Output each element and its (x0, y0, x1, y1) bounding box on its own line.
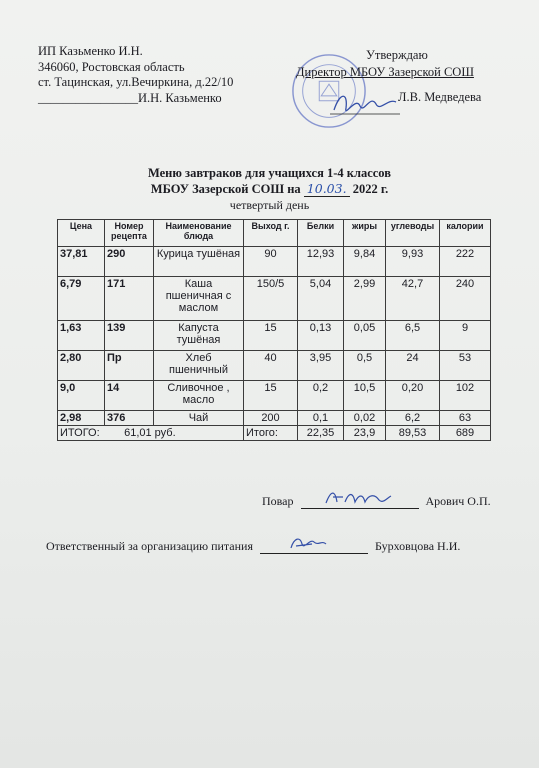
total-label: ИТОГО: (60, 427, 100, 439)
cell-carbs: 24 (386, 351, 440, 381)
cook-label: Повар (262, 494, 294, 508)
cell-price: 2,98 (58, 411, 105, 426)
cell-recipe: 171 (105, 277, 154, 321)
table-row (58, 381, 491, 411)
cell-yield: 150/5 (244, 277, 298, 321)
menu-date: 10.03. (304, 181, 350, 197)
cell-price: 37,81 (58, 247, 105, 277)
cell-fat: 0,05 (344, 321, 386, 351)
responsible-name: Бурховцова Н.И. (375, 539, 461, 553)
cook-signature-row (262, 494, 491, 509)
cook-name: Арович О.П. (425, 494, 491, 508)
cell-protein: 12,93 (298, 247, 344, 277)
table-row (58, 277, 491, 321)
cell-carbs: 0,20 (386, 381, 440, 411)
cell-recipe: 376 (105, 411, 154, 426)
cell-kcal: 240 (440, 277, 491, 321)
cell-protein: 0,2 (298, 381, 344, 411)
cell-dish: Хлеб пшеничный (154, 351, 244, 381)
cell-recipe: 139 (105, 321, 154, 351)
org-name: ИП Казьменко И.Н. (38, 44, 143, 58)
cell-fat: 0,5 (344, 351, 386, 381)
cell-dish: Чай (154, 411, 244, 426)
cell-carbs: 9,93 (386, 247, 440, 277)
cell-fat: 2,99 (344, 277, 386, 321)
cell-dish: Каша пшеничная с маслом (154, 277, 244, 321)
director-title: Директор МБОУ Зазерской СОШ (296, 65, 474, 79)
cell-recipe: Пр (105, 351, 154, 381)
cell-yield: 40 (244, 351, 298, 381)
cell-yield: 15 (244, 321, 298, 351)
approve-label: Утверждаю (366, 48, 428, 62)
cell-kcal: 102 (440, 381, 491, 411)
responsible-signature-row (46, 539, 460, 554)
cell-dish: Капуста тушёная (154, 321, 244, 351)
responsible-signature-icon (288, 534, 328, 554)
cell-price: 6,79 (58, 277, 105, 321)
col-protein: Белки (298, 220, 344, 247)
menu-table (57, 219, 491, 441)
director-signature-icon (330, 88, 400, 120)
total-protein: 22,35 (298, 426, 344, 441)
responsible-label: Ответственный за организацию питания (46, 539, 253, 553)
table-total-row (58, 426, 491, 441)
col-recipe: Номер рецепта (105, 220, 154, 247)
organization-header (38, 44, 233, 106)
col-carbs: углеводы (386, 220, 440, 247)
cell-price: 2,80 (58, 351, 105, 381)
cell-carbs: 6,5 (386, 321, 440, 351)
table-row (58, 351, 491, 381)
cell-kcal: 9 (440, 321, 491, 351)
cell-yield: 90 (244, 247, 298, 277)
col-dish: Наименование блюда (154, 220, 244, 247)
org-signature-line: ________________И.Н. Казьменко (38, 90, 222, 105)
cell-kcal: 53 (440, 351, 491, 381)
total-label-2: Итого: (244, 426, 298, 441)
cell-dish: Сливочное , масло (154, 381, 244, 411)
total-carbs: 89,53 (386, 426, 440, 441)
total-price-cell (58, 426, 244, 441)
cell-fat: 10,5 (344, 381, 386, 411)
cell-protein: 0,1 (298, 411, 344, 426)
cell-kcal: 222 (440, 247, 491, 277)
col-price: Цена (58, 220, 105, 247)
cell-carbs: 6,2 (386, 411, 440, 426)
org-postcode: 346060, Ростовская область (38, 59, 185, 74)
cell-price: 9,0 (58, 381, 105, 411)
menu-day: четвертый день (229, 198, 310, 212)
director-name: Л.В. Медведева (398, 90, 482, 104)
table-header-row (58, 220, 491, 247)
table-row (58, 321, 491, 351)
menu-year: 2022 г. (352, 182, 389, 196)
col-kcal: калории (440, 220, 491, 247)
cell-yield: 200 (244, 411, 298, 426)
cell-price: 1,63 (58, 321, 105, 351)
cell-protein: 3,95 (298, 351, 344, 381)
cell-carbs: 42,7 (386, 277, 440, 321)
menu-title: Меню завтраков для учащихся 1-4 классов (147, 166, 391, 180)
table-row (58, 411, 491, 426)
cell-kcal: 63 (440, 411, 491, 426)
cell-recipe: 290 (105, 247, 154, 277)
menu-school-line (0, 181, 539, 197)
cell-recipe: 14 (105, 381, 154, 411)
cell-protein: 0,13 (298, 321, 344, 351)
cook-signature-icon (323, 488, 393, 508)
total-price: 61,01 руб. (124, 427, 176, 439)
table-row (58, 247, 491, 277)
cell-protein: 5,04 (298, 277, 344, 321)
total-fat: 23,9 (344, 426, 386, 441)
col-fat: жиры (344, 220, 386, 247)
cell-dish: Курица тушёная (154, 247, 244, 277)
cell-fat: 0,02 (344, 411, 386, 426)
org-address: ст. Тацинская, ул.Вечиркина, д.22/10 (38, 75, 234, 89)
total-kcal: 689 (440, 426, 491, 441)
cell-yield: 15 (244, 381, 298, 411)
menu-school: МБОУ Зазерской СОШ на (150, 182, 301, 196)
col-yield: Выход г. (244, 220, 298, 247)
cell-fat: 9,84 (344, 247, 386, 277)
